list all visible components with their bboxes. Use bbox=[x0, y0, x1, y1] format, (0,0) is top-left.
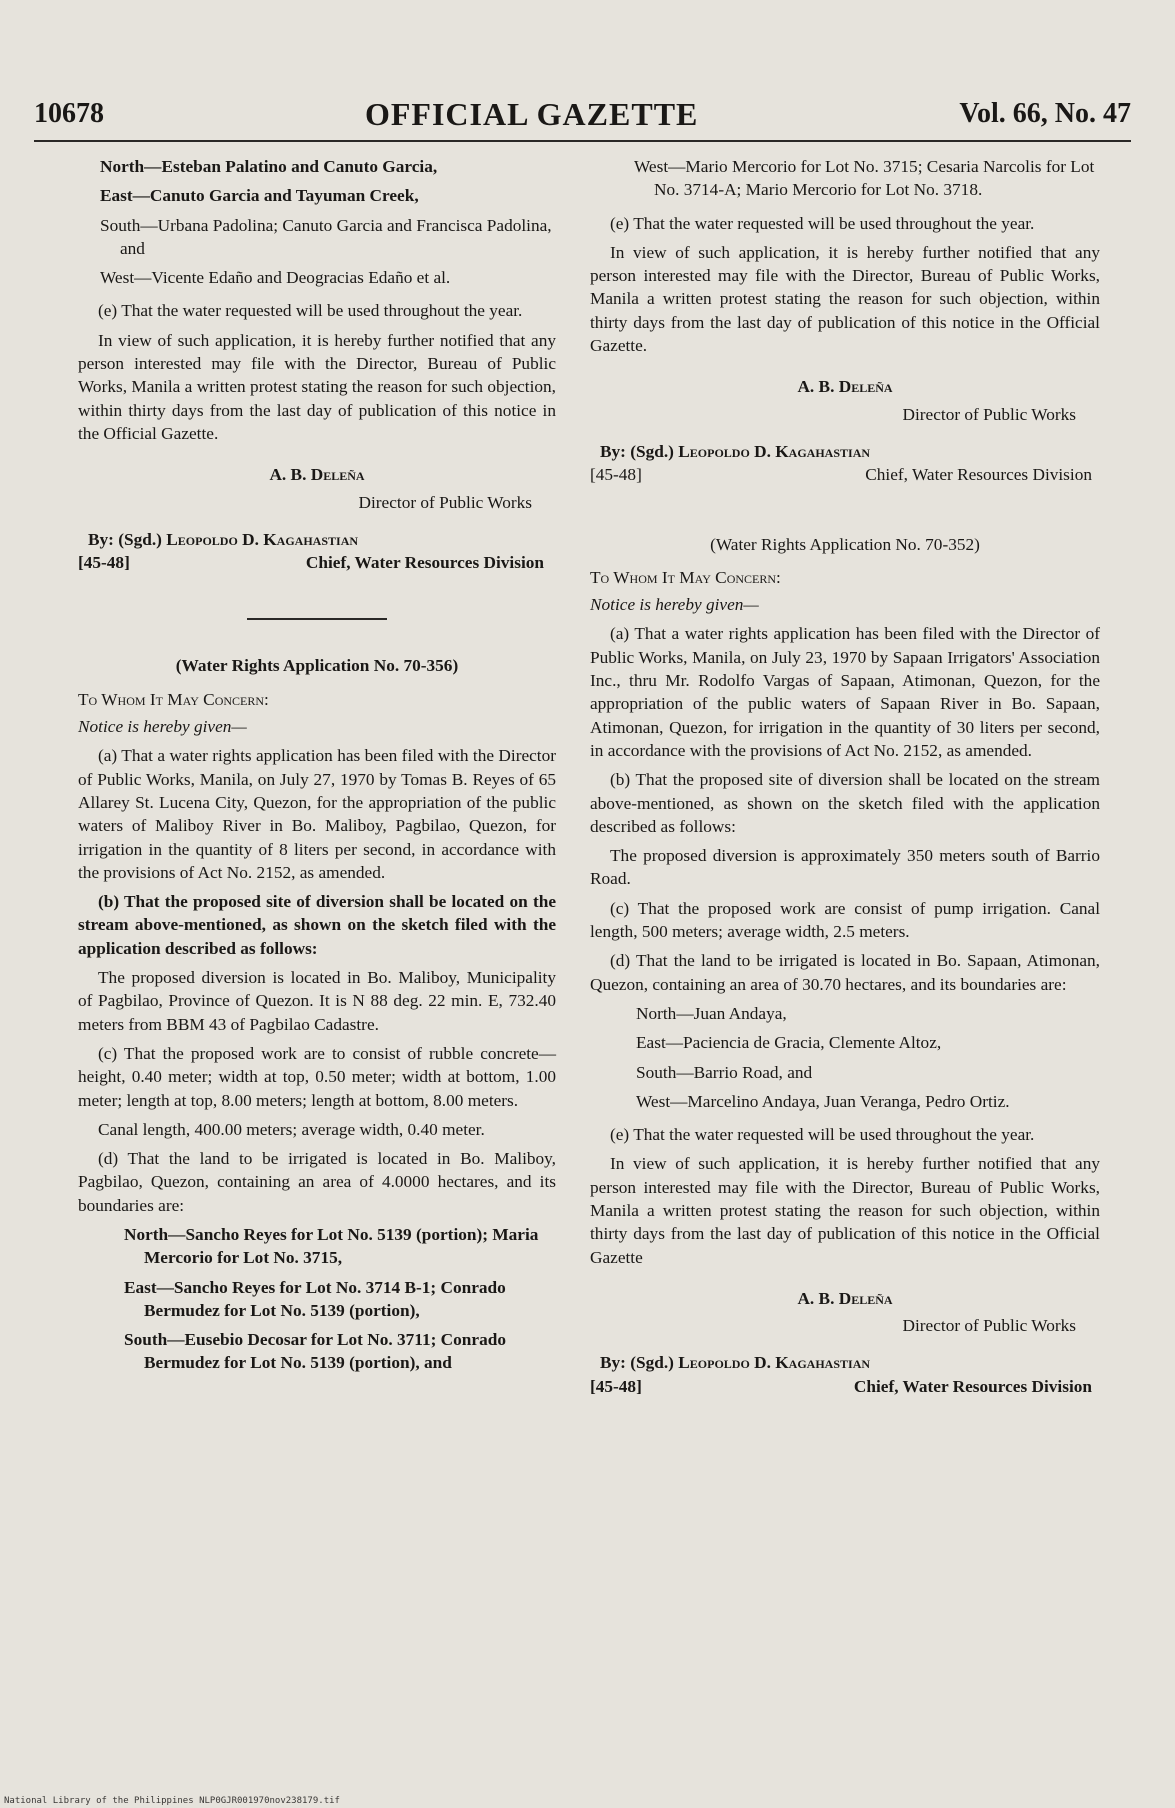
reference-line bbox=[590, 463, 1100, 486]
paragraph-protest: In view of such application, it is hereby further notified that any person interested may file with the Director, Bureau of Public Works, Manila a written protest stating the reason for such objection, within thirty days from the last day of publication of this notice in the Official Gazette. bbox=[590, 242, 1100, 356]
paragraph-a: (a) That a water rights application has been filed with the Director of Public Works, Manila, on July 23, 1970 by Sapaan Irrigators' Association Inc., thru Mr. Rodolfo Vargas of Sapaan, Atimonan, Quezon, for the appropriation of the public waters of Sapaan River in Bo. Sapaan, Atimonan, Quezon, for irrigation in the quantity of 30 liters per second, in accordance with the provisions of Act No. 2152, as amended. bbox=[590, 624, 1100, 760]
paragraph-a: (a) That a water rights application has been filed with the Director of Public Works, Manila, on July 27, 1970 by Tomas B. Reyes of 65 Allarey St. Lucena City, Quezon, for the appropriation of the public waters of Maliboy River in Bo. Maliboy, Pagbilao, Quezon, for irrigation in the quantity of 8 liters per second, in accordance with the provisions of Act No. 2152, as amended. bbox=[78, 746, 556, 882]
paragraph-protest: In view of such application, it is hereby further notified that any person interested may file with the Director, Bureau of Public Works, Manila a written protest stating the reason for such objection, within thirty days from the last day of publication of this notice in the Official Gazette. bbox=[78, 330, 556, 443]
reference-number: [45-48] bbox=[590, 1376, 642, 1396]
by-line bbox=[590, 1351, 1100, 1374]
salutation: To Whom It May Concern: bbox=[590, 567, 781, 587]
boundary-line: South—Eusebio Decosar for Lot No. 3711; Conrado Bermudez for Lot No. 5139 (portion), and bbox=[124, 1330, 506, 1373]
by-prefix: By: (Sgd.) bbox=[88, 529, 162, 549]
paragraph-c: (c) That the proposed work are consist of pump irrigation. Canal length, 500 meters; average width, 2.5 meters. bbox=[590, 898, 1100, 942]
reference-title: Chief, Water Resources Division bbox=[865, 465, 1092, 485]
notice-line: Notice is hereby given— bbox=[78, 717, 247, 737]
boundary-line: North—Esteban Palatino and Canuto Garcia, bbox=[100, 157, 438, 176]
diversion-description: The proposed diversion is located in Bo. Maliboy, Municipality of Pagbilao, Province of Quezon. It is N 88 deg. 22 min. E, 732.40 meters from BBM 43 of Pagbilao Cadastre. bbox=[78, 968, 556, 1034]
signatory-title: Director of Public Works bbox=[902, 404, 1076, 424]
paragraph-c: (c) That the proposed work are to consist of rubble concrete—height, 0.40 meter; width at top, 0.50 meter; width at bottom, 1.00 meter; length at top, 8.00 meters; length at bottom, 8.00 meters. bbox=[78, 1043, 556, 1110]
reference-number: [45-48] bbox=[78, 553, 130, 573]
by-name: Leopoldo D. Kagahastian bbox=[678, 1353, 871, 1373]
page-number: 10678 bbox=[34, 98, 104, 129]
right-column bbox=[590, 155, 1100, 1398]
salutation: To Whom It May Concern: bbox=[78, 689, 269, 709]
volume-number: Vol. 66, No. 47 bbox=[959, 98, 1131, 129]
application-title: (Water Rights Application No. 70-356) bbox=[175, 656, 459, 676]
signatory-name: A. B. Deleña bbox=[269, 465, 365, 485]
boundary-line: West—Vicente Edaño and Deogracias Edaño et al. bbox=[100, 268, 451, 288]
signatory-name: A. B. Deleña bbox=[797, 377, 893, 397]
scan-footer: National Library of the Philippines NLP0GJR001970nov238179.tif bbox=[4, 1796, 340, 1806]
boundary-line: West—Mario Mercorio for Lot No. 3715; Cesaria Narcolis for Lot No. 3714-A; Mario Mercorio for Lot No. 3718. bbox=[634, 157, 1095, 200]
boundary-line: West—Marcelino Andaya, Juan Veranga, Pedro Ortiz. bbox=[636, 1091, 1010, 1111]
signatory-title: Director of Public Works bbox=[902, 1316, 1076, 1336]
reference-number: [45-48] bbox=[590, 465, 642, 485]
paragraph-b: (b) That the proposed site of diversion shall be located on the stream above-mentioned, as shown on the sketch filed with the application described as follows: bbox=[78, 892, 556, 958]
reference-title: Chief, Water Resources Division bbox=[853, 1376, 1092, 1396]
paragraph-e: (e) That the water requested will be used throughout the year. bbox=[98, 301, 523, 321]
boundary-line: North—Sancho Reyes for Lot No. 5139 (portion); Maria Mercorio for Lot No. 3715, bbox=[124, 1224, 539, 1268]
by-prefix: By: (Sgd.) bbox=[600, 1353, 674, 1373]
boundary-line: South—Barrio Road, and bbox=[636, 1062, 813, 1082]
paragraph-b: (b) That the proposed site of diversion shall be located on the stream above-mentioned, as shown on the sketch filed with the application described as follows: bbox=[590, 770, 1100, 836]
paragraph-e: (e) That the water requested will be used throughout the year. bbox=[610, 1125, 1035, 1145]
paragraph-d: (d) That the land to be irrigated is located in Bo. Maliboy, Pagbilao, Quezon, containing an area of 4.0000 hectares, and its boundaries are: bbox=[78, 1149, 556, 1215]
boundary-line: North—Juan Andaya, bbox=[636, 1003, 787, 1023]
paragraph-d: (d) That the land to be irrigated is located in Bo. Sapaan, Atimonan, Quezon, containing an area of 30.70 hectares, and its boundaries are: bbox=[590, 951, 1100, 994]
publication-title: OFFICIAL GAZETTE bbox=[364, 95, 699, 132]
reference-line bbox=[78, 551, 556, 574]
boundary-line: East—Paciencia de Gracia, Clemente Altoz, bbox=[636, 1033, 942, 1053]
signatory-name: A. B. Deleña bbox=[797, 1288, 893, 1308]
boundary-line: East—Sancho Reyes for Lot No. 3714 B-1; Conrado Bermudez for Lot No. 5139 (portion), bbox=[124, 1277, 506, 1320]
by-name: Leopoldo D. Kagahastian bbox=[678, 441, 871, 461]
diversion-description: The proposed diversion is approximately 350 meters south of Barrio Road. bbox=[590, 846, 1100, 889]
page-header bbox=[34, 92, 1131, 136]
reference-line bbox=[590, 1375, 1100, 1398]
left-column bbox=[78, 155, 556, 1381]
canal-description: Canal length, 400.00 meters; average width, 0.40 meter. bbox=[98, 1119, 485, 1139]
by-line bbox=[78, 528, 556, 551]
signatory-title: Director of Public Works bbox=[358, 492, 532, 512]
section-divider bbox=[247, 618, 387, 620]
reference-title: Chief, Water Resources Division bbox=[305, 553, 544, 573]
paragraph-protest: In view of such application, it is hereby further notified that any person interested may file with the Director, Bureau of Public Works, Manila a written protest stating the reason for such objection, within thirty days from the last day of publication of this notice in the Official Gazette bbox=[590, 1154, 1100, 1267]
notice-line: Notice is hereby given— bbox=[590, 595, 759, 615]
application-title: (Water Rights Application No. 70-352) bbox=[710, 534, 980, 554]
by-prefix: By: (Sgd.) bbox=[600, 441, 674, 461]
by-name: Leopoldo D. Kagahastian bbox=[166, 529, 359, 549]
paragraph-e: (e) That the water requested will be used throughout the year. bbox=[610, 213, 1035, 233]
header-rule bbox=[34, 140, 1131, 142]
by-line bbox=[590, 440, 1100, 463]
boundary-line: South—Urbana Padolina; Canuto Garcia and Francisca Padolina, and bbox=[100, 215, 552, 258]
boundary-line: East—Canuto Garcia and Tayuman Creek, bbox=[100, 186, 419, 206]
